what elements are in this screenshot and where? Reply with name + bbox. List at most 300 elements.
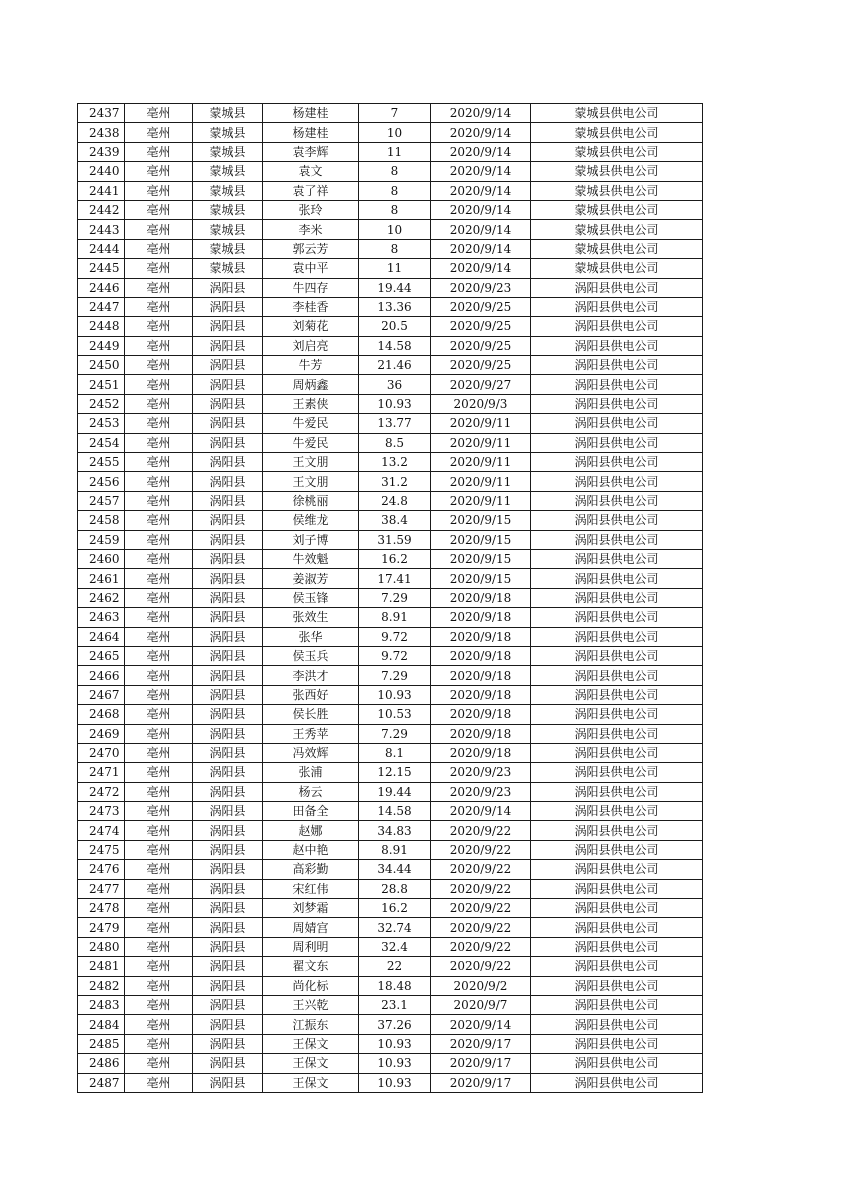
table-row — [78, 860, 703, 879]
name-cell: 赵中艳 — [263, 840, 359, 859]
table-row — [78, 123, 703, 142]
city-cell: 亳州 — [125, 957, 193, 976]
table-row — [78, 336, 703, 355]
date-cell: 2020/9/15 — [431, 569, 531, 588]
table-row — [78, 356, 703, 375]
name-cell: 侯玉兵 — [263, 646, 359, 665]
name-cell: 王文朋 — [263, 453, 359, 472]
name-cell: 刘启亮 — [263, 336, 359, 355]
table-row — [78, 317, 703, 336]
company-cell: 涡阳县供电公司 — [531, 802, 703, 821]
company-cell: 涡阳县供电公司 — [531, 297, 703, 316]
row-number-cell: 2440 — [78, 162, 125, 181]
county-cell: 涡阳县 — [193, 918, 263, 937]
name-cell: 田备全 — [263, 802, 359, 821]
county-cell: 涡阳县 — [193, 608, 263, 627]
amount-cell: 38.4 — [359, 511, 431, 530]
date-cell: 2020/9/14 — [431, 1015, 531, 1034]
amount-cell: 23.1 — [359, 995, 431, 1014]
row-number-cell: 2481 — [78, 957, 125, 976]
county-cell: 涡阳县 — [193, 491, 263, 510]
amount-cell: 10.93 — [359, 1034, 431, 1053]
row-number-cell: 2456 — [78, 472, 125, 491]
date-cell: 2020/9/22 — [431, 918, 531, 937]
amount-cell: 34.44 — [359, 860, 431, 879]
company-cell: 涡阳县供电公司 — [531, 530, 703, 549]
table-row — [78, 453, 703, 472]
row-number-cell: 2468 — [78, 705, 125, 724]
table-row — [78, 743, 703, 762]
county-cell: 涡阳县 — [193, 840, 263, 859]
company-cell: 蒙城县供电公司 — [531, 104, 703, 123]
date-cell: 2020/9/11 — [431, 453, 531, 472]
table-row — [78, 588, 703, 607]
city-cell: 亳州 — [125, 220, 193, 239]
table-row — [78, 569, 703, 588]
amount-cell: 13.2 — [359, 453, 431, 472]
amount-cell: 8 — [359, 200, 431, 219]
company-cell: 涡阳县供电公司 — [531, 569, 703, 588]
county-cell: 涡阳县 — [193, 879, 263, 898]
city-cell: 亳州 — [125, 530, 193, 549]
county-cell: 涡阳县 — [193, 646, 263, 665]
city-cell: 亳州 — [125, 511, 193, 530]
city-cell: 亳州 — [125, 860, 193, 879]
table-row — [78, 433, 703, 452]
company-cell: 涡阳县供电公司 — [531, 375, 703, 394]
amount-cell: 10 — [359, 123, 431, 142]
amount-cell: 24.8 — [359, 491, 431, 510]
name-cell: 周婧宫 — [263, 918, 359, 937]
city-cell: 亳州 — [125, 840, 193, 859]
row-number-cell: 2462 — [78, 588, 125, 607]
county-cell: 蒙城县 — [193, 239, 263, 258]
table-row — [78, 685, 703, 704]
table-row — [78, 840, 703, 859]
table-row — [78, 239, 703, 258]
name-cell: 高彩勤 — [263, 860, 359, 879]
name-cell: 李洪才 — [263, 666, 359, 685]
row-number-cell: 2484 — [78, 1015, 125, 1034]
date-cell: 2020/9/7 — [431, 995, 531, 1014]
amount-cell: 34.83 — [359, 821, 431, 840]
table-row — [78, 162, 703, 181]
row-number-cell: 2470 — [78, 743, 125, 762]
date-cell: 2020/9/14 — [431, 200, 531, 219]
county-cell: 蒙城县 — [193, 181, 263, 200]
company-cell: 涡阳县供电公司 — [531, 705, 703, 724]
amount-cell: 9.72 — [359, 646, 431, 665]
amount-cell: 14.58 — [359, 336, 431, 355]
name-cell: 袁中平 — [263, 259, 359, 278]
date-cell: 2020/9/17 — [431, 1034, 531, 1053]
city-cell: 亳州 — [125, 433, 193, 452]
city-cell: 亳州 — [125, 879, 193, 898]
county-cell: 涡阳县 — [193, 317, 263, 336]
county-cell: 蒙城县 — [193, 259, 263, 278]
company-cell: 涡阳县供电公司 — [531, 1034, 703, 1053]
county-cell: 涡阳县 — [193, 1034, 263, 1053]
county-cell: 蒙城县 — [193, 104, 263, 123]
company-cell: 涡阳县供电公司 — [531, 666, 703, 685]
city-cell: 亳州 — [125, 336, 193, 355]
table-row — [78, 394, 703, 413]
company-cell: 涡阳县供电公司 — [531, 860, 703, 879]
county-cell: 涡阳县 — [193, 356, 263, 375]
city-cell: 亳州 — [125, 278, 193, 297]
company-cell: 涡阳县供电公司 — [531, 549, 703, 568]
amount-cell: 8.1 — [359, 743, 431, 762]
company-cell: 涡阳县供电公司 — [531, 608, 703, 627]
name-cell: 牛爱民 — [263, 414, 359, 433]
amount-cell: 8 — [359, 181, 431, 200]
amount-cell: 36 — [359, 375, 431, 394]
date-cell: 2020/9/18 — [431, 685, 531, 704]
row-number-cell: 2466 — [78, 666, 125, 685]
county-cell: 涡阳县 — [193, 336, 263, 355]
table-row — [78, 666, 703, 685]
county-cell: 涡阳县 — [193, 414, 263, 433]
amount-cell: 8.5 — [359, 433, 431, 452]
company-cell: 涡阳县供电公司 — [531, 278, 703, 297]
county-cell: 蒙城县 — [193, 220, 263, 239]
company-cell: 涡阳县供电公司 — [531, 763, 703, 782]
amount-cell: 10.93 — [359, 394, 431, 413]
date-cell: 2020/9/18 — [431, 724, 531, 743]
date-cell: 2020/9/22 — [431, 899, 531, 918]
city-cell: 亳州 — [125, 239, 193, 258]
amount-cell: 28.8 — [359, 879, 431, 898]
name-cell: 江振东 — [263, 1015, 359, 1034]
table-row — [78, 763, 703, 782]
amount-cell: 7.29 — [359, 666, 431, 685]
amount-cell: 31.59 — [359, 530, 431, 549]
company-cell: 涡阳县供电公司 — [531, 1015, 703, 1034]
city-cell: 亳州 — [125, 918, 193, 937]
company-cell: 涡阳县供电公司 — [531, 511, 703, 530]
company-cell: 涡阳县供电公司 — [531, 336, 703, 355]
name-cell: 张华 — [263, 627, 359, 646]
county-cell: 涡阳县 — [193, 453, 263, 472]
amount-cell: 16.2 — [359, 899, 431, 918]
company-cell: 蒙城县供电公司 — [531, 181, 703, 200]
name-cell: 王保文 — [263, 1054, 359, 1073]
city-cell: 亳州 — [125, 724, 193, 743]
county-cell: 涡阳县 — [193, 685, 263, 704]
amount-cell: 7.29 — [359, 588, 431, 607]
city-cell: 亳州 — [125, 317, 193, 336]
city-cell: 亳州 — [125, 646, 193, 665]
amount-cell: 17.41 — [359, 569, 431, 588]
company-cell: 涡阳县供电公司 — [531, 394, 703, 413]
table-row — [78, 879, 703, 898]
date-cell: 2020/9/18 — [431, 646, 531, 665]
table-row — [78, 297, 703, 316]
city-cell: 亳州 — [125, 705, 193, 724]
date-cell: 2020/9/14 — [431, 802, 531, 821]
company-cell: 涡阳县供电公司 — [531, 724, 703, 743]
date-cell: 2020/9/15 — [431, 530, 531, 549]
county-cell: 涡阳县 — [193, 472, 263, 491]
county-cell: 涡阳县 — [193, 821, 263, 840]
date-cell: 2020/9/14 — [431, 162, 531, 181]
table-row — [78, 802, 703, 821]
county-cell: 涡阳县 — [193, 860, 263, 879]
name-cell: 袁文 — [263, 162, 359, 181]
row-number-cell: 2476 — [78, 860, 125, 879]
table-row — [78, 937, 703, 956]
company-cell: 涡阳县供电公司 — [531, 918, 703, 937]
amount-cell: 7 — [359, 104, 431, 123]
date-cell: 2020/9/11 — [431, 472, 531, 491]
row-number-cell: 2486 — [78, 1054, 125, 1073]
table-body — [78, 104, 703, 1093]
county-cell: 蒙城县 — [193, 123, 263, 142]
county-cell: 涡阳县 — [193, 1054, 263, 1073]
city-cell: 亳州 — [125, 1015, 193, 1034]
amount-cell: 12.15 — [359, 763, 431, 782]
amount-cell: 10 — [359, 220, 431, 239]
date-cell: 2020/9/18 — [431, 743, 531, 762]
amount-cell: 20.5 — [359, 317, 431, 336]
amount-cell: 21.46 — [359, 356, 431, 375]
name-cell: 王秀苹 — [263, 724, 359, 743]
name-cell: 张西好 — [263, 685, 359, 704]
date-cell: 2020/9/11 — [431, 414, 531, 433]
date-cell: 2020/9/18 — [431, 666, 531, 685]
name-cell: 侯玉锋 — [263, 588, 359, 607]
city-cell: 亳州 — [125, 162, 193, 181]
name-cell: 郭云芳 — [263, 239, 359, 258]
date-cell: 2020/9/15 — [431, 511, 531, 530]
date-cell: 2020/9/25 — [431, 336, 531, 355]
table-row — [78, 511, 703, 530]
city-cell: 亳州 — [125, 588, 193, 607]
data-table — [77, 103, 703, 1093]
table-row — [78, 976, 703, 995]
row-number-cell: 2459 — [78, 530, 125, 549]
company-cell: 涡阳县供电公司 — [531, 899, 703, 918]
company-cell: 涡阳县供电公司 — [531, 317, 703, 336]
company-cell: 蒙城县供电公司 — [531, 142, 703, 161]
date-cell: 2020/9/18 — [431, 627, 531, 646]
company-cell: 涡阳县供电公司 — [531, 491, 703, 510]
company-cell: 涡阳县供电公司 — [531, 840, 703, 859]
amount-cell: 7.29 — [359, 724, 431, 743]
company-cell: 涡阳县供电公司 — [531, 995, 703, 1014]
county-cell: 涡阳县 — [193, 627, 263, 646]
company-cell: 蒙城县供电公司 — [531, 239, 703, 258]
city-cell: 亳州 — [125, 297, 193, 316]
name-cell: 刘子博 — [263, 530, 359, 549]
date-cell: 2020/9/22 — [431, 860, 531, 879]
company-cell: 涡阳县供电公司 — [531, 976, 703, 995]
county-cell: 涡阳县 — [193, 297, 263, 316]
name-cell: 张效生 — [263, 608, 359, 627]
amount-cell: 13.36 — [359, 297, 431, 316]
row-number-cell: 2487 — [78, 1073, 125, 1092]
name-cell: 袁了祥 — [263, 181, 359, 200]
name-cell: 王保文 — [263, 1034, 359, 1053]
table-row — [78, 957, 703, 976]
name-cell: 冯效辉 — [263, 743, 359, 762]
date-cell: 2020/9/23 — [431, 278, 531, 297]
city-cell: 亳州 — [125, 356, 193, 375]
amount-cell: 13.77 — [359, 414, 431, 433]
amount-cell: 8.91 — [359, 840, 431, 859]
row-number-cell: 2437 — [78, 104, 125, 123]
table-row — [78, 181, 703, 200]
table-row — [78, 918, 703, 937]
row-number-cell: 2452 — [78, 394, 125, 413]
company-cell: 蒙城县供电公司 — [531, 259, 703, 278]
county-cell: 涡阳县 — [193, 666, 263, 685]
date-cell: 2020/9/17 — [431, 1054, 531, 1073]
row-number-cell: 2483 — [78, 995, 125, 1014]
name-cell: 宋红伟 — [263, 879, 359, 898]
city-cell: 亳州 — [125, 200, 193, 219]
amount-cell: 37.26 — [359, 1015, 431, 1034]
row-number-cell: 2458 — [78, 511, 125, 530]
row-number-cell: 2451 — [78, 375, 125, 394]
company-cell: 涡阳县供电公司 — [531, 627, 703, 646]
row-number-cell: 2474 — [78, 821, 125, 840]
table-row — [78, 200, 703, 219]
amount-cell: 14.58 — [359, 802, 431, 821]
name-cell: 周利明 — [263, 937, 359, 956]
city-cell: 亳州 — [125, 414, 193, 433]
row-number-cell: 2438 — [78, 123, 125, 142]
row-number-cell: 2442 — [78, 200, 125, 219]
city-cell: 亳州 — [125, 937, 193, 956]
date-cell: 2020/9/14 — [431, 123, 531, 142]
table-row — [78, 821, 703, 840]
amount-cell: 8.91 — [359, 608, 431, 627]
row-number-cell: 2441 — [78, 181, 125, 200]
row-number-cell: 2469 — [78, 724, 125, 743]
row-number-cell: 2454 — [78, 433, 125, 452]
company-cell: 涡阳县供电公司 — [531, 743, 703, 762]
city-cell: 亳州 — [125, 181, 193, 200]
table-row — [78, 1015, 703, 1034]
table-row — [78, 627, 703, 646]
company-cell: 涡阳县供电公司 — [531, 1054, 703, 1073]
date-cell: 2020/9/18 — [431, 588, 531, 607]
city-cell: 亳州 — [125, 666, 193, 685]
city-cell: 亳州 — [125, 375, 193, 394]
date-cell: 2020/9/23 — [431, 782, 531, 801]
date-cell: 2020/9/2 — [431, 976, 531, 995]
name-cell: 牛爱民 — [263, 433, 359, 452]
city-cell: 亳州 — [125, 491, 193, 510]
amount-cell: 10.93 — [359, 1054, 431, 1073]
county-cell: 涡阳县 — [193, 1073, 263, 1092]
date-cell: 2020/9/25 — [431, 317, 531, 336]
company-cell: 涡阳县供电公司 — [531, 782, 703, 801]
company-cell: 涡阳县供电公司 — [531, 646, 703, 665]
company-cell: 涡阳县供电公司 — [531, 356, 703, 375]
date-cell: 2020/9/18 — [431, 608, 531, 627]
name-cell: 杨云 — [263, 782, 359, 801]
table-row — [78, 724, 703, 743]
table-row — [78, 1073, 703, 1092]
date-cell: 2020/9/14 — [431, 239, 531, 258]
name-cell: 杨建桂 — [263, 123, 359, 142]
amount-cell: 16.2 — [359, 549, 431, 568]
amount-cell: 19.44 — [359, 278, 431, 297]
table-row — [78, 899, 703, 918]
city-cell: 亳州 — [125, 549, 193, 568]
county-cell: 蒙城县 — [193, 162, 263, 181]
name-cell: 侯长胜 — [263, 705, 359, 724]
company-cell: 蒙城县供电公司 — [531, 220, 703, 239]
company-cell: 涡阳县供电公司 — [531, 957, 703, 976]
table-row — [78, 530, 703, 549]
date-cell: 2020/9/17 — [431, 1073, 531, 1092]
date-cell: 2020/9/3 — [431, 394, 531, 413]
table-row — [78, 414, 703, 433]
row-number-cell: 2472 — [78, 782, 125, 801]
amount-cell: 32.74 — [359, 918, 431, 937]
county-cell: 涡阳县 — [193, 1015, 263, 1034]
amount-cell: 10.53 — [359, 705, 431, 724]
amount-cell: 8 — [359, 162, 431, 181]
name-cell: 刘菊花 — [263, 317, 359, 336]
date-cell: 2020/9/14 — [431, 142, 531, 161]
name-cell: 翟文东 — [263, 957, 359, 976]
date-cell: 2020/9/14 — [431, 259, 531, 278]
company-cell: 涡阳县供电公司 — [531, 433, 703, 452]
amount-cell: 11 — [359, 259, 431, 278]
company-cell: 涡阳县供电公司 — [531, 685, 703, 704]
row-number-cell: 2439 — [78, 142, 125, 161]
county-cell: 涡阳县 — [193, 743, 263, 762]
table-row — [78, 1054, 703, 1073]
amount-cell: 8 — [359, 239, 431, 258]
amount-cell: 10.93 — [359, 1073, 431, 1092]
name-cell: 牛效魁 — [263, 549, 359, 568]
amount-cell: 19.44 — [359, 782, 431, 801]
row-number-cell: 2480 — [78, 937, 125, 956]
name-cell: 徐桃丽 — [263, 491, 359, 510]
table-row — [78, 705, 703, 724]
name-cell: 杨建桂 — [263, 104, 359, 123]
county-cell: 涡阳县 — [193, 976, 263, 995]
row-number-cell: 2473 — [78, 802, 125, 821]
row-number-cell: 2471 — [78, 763, 125, 782]
county-cell: 涡阳县 — [193, 549, 263, 568]
county-cell: 涡阳县 — [193, 569, 263, 588]
city-cell: 亳州 — [125, 123, 193, 142]
city-cell: 亳州 — [125, 1054, 193, 1073]
row-number-cell: 2447 — [78, 297, 125, 316]
county-cell: 涡阳县 — [193, 588, 263, 607]
company-cell: 涡阳县供电公司 — [531, 937, 703, 956]
amount-cell: 11 — [359, 142, 431, 161]
row-number-cell: 2457 — [78, 491, 125, 510]
name-cell: 李桂香 — [263, 297, 359, 316]
date-cell: 2020/9/27 — [431, 375, 531, 394]
date-cell: 2020/9/22 — [431, 879, 531, 898]
date-cell: 2020/9/15 — [431, 549, 531, 568]
city-cell: 亳州 — [125, 743, 193, 762]
county-cell: 涡阳县 — [193, 278, 263, 297]
name-cell: 张玲 — [263, 200, 359, 219]
city-cell: 亳州 — [125, 627, 193, 646]
company-cell: 涡阳县供电公司 — [531, 453, 703, 472]
row-number-cell: 2479 — [78, 918, 125, 937]
name-cell: 王文朋 — [263, 472, 359, 491]
